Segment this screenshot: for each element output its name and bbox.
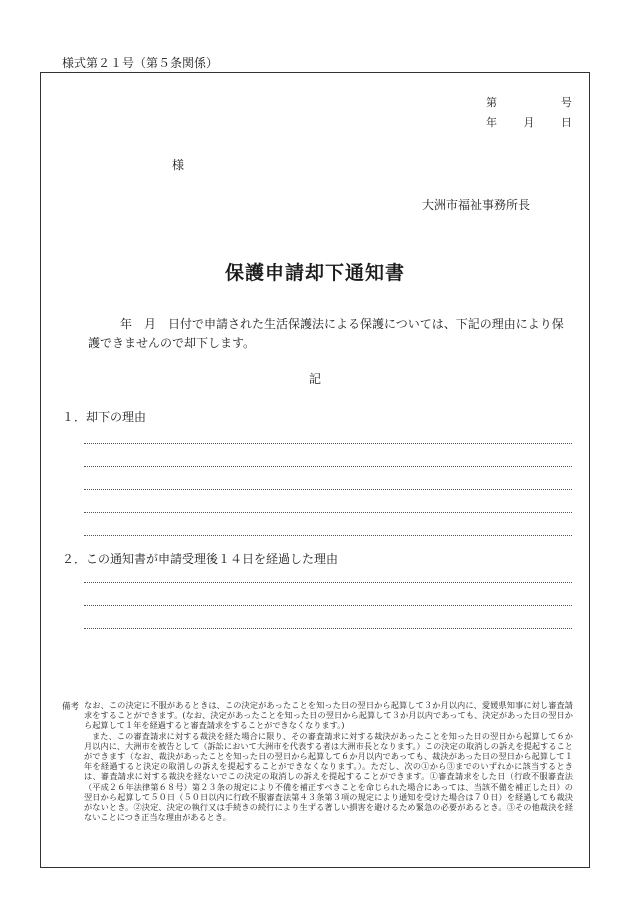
doc-number-prefix: 第: [486, 96, 497, 109]
notes-label: 備考: [62, 702, 80, 712]
addressee: 様: [172, 158, 185, 172]
section-delay-reason: ２．この通知書が申請受理後１４日を経過した理由: [62, 552, 339, 566]
issuer: 大洲市福祉事務所長: [422, 198, 531, 212]
form-number: 様式第２１号（第５条関係）: [62, 56, 219, 70]
reason-line-4: [84, 512, 572, 513]
reason-line-2: [84, 466, 572, 467]
reason-line-5: [84, 535, 572, 536]
reason-line-1: [84, 443, 572, 444]
doc-number-suffix: 号: [561, 96, 572, 109]
notes-paragraph-2: また、この審査請求に対する裁決を経た場合に限り、その審査請求に対する裁決があったことを知った日の翌日から起算して６か月以内に、大洲市を被告として（訴訟において大洲市を代表する者は大洲市長となります。）この決定の取消しの訴えを提起することができます（なお、裁決があったことを知った日の翌日から起算して６か月以内であっても、裁決があった日の翌日から起算して１年を経過すると決定の取消しの訴えを提起することができなくなります。）。ただし、次の①から③までのいずれかに該当するときは、審査請求に対する裁決を経ないでこの決定の取消しの訴えを提起することができます。①審査請求をした日（行政不服審査法（平成２６年法律第６８号）第２３条の規定により不備を補正すべきことを命じられた場合にあっては、当該不備を補正した日）の翌日から起算して５０日（５０日以内に行政不服審査法第４３条第３項の規定により通知を受けた場合は７０日）を経過しても裁決がないとき。②決定、決定の執行又は手続きの続行により生ずる著しい損害を避けるため緊急の必要があるとき。③その他裁決を経ないことにつき正当な理由があるとき。: [84, 730, 573, 823]
document-number: [486, 94, 572, 110]
delay-line-3: [84, 628, 572, 629]
delay-line-1: [84, 582, 572, 583]
document-date: [486, 114, 572, 130]
reason-line-3: [84, 489, 572, 490]
date-month: 月: [523, 116, 535, 129]
document-title: 保護申請却下通知書: [224, 262, 405, 284]
section-rejection-reason: １．却下の理由: [62, 410, 147, 424]
delay-line-2: [84, 605, 572, 606]
date-day: 日: [561, 116, 572, 129]
notes-paragraph-1: なお、この決定に不服があるときは、この決定があったことを知った日の翌日から起算して３か月以内に、愛媛県知事に対し審査請求をすることができます。(なお、決定があったことを知った日の翌日から起算して３か月以内であっても、決定があった日の翌日から起算して１年を経過すると審査請求をすることができなくなります。): [84, 700, 573, 731]
ki-heading: 記: [308, 372, 321, 386]
body-text: 年 月 日付で申請された生活保護法による保護については、下記の理由により保護できませんので却下します。: [88, 317, 564, 350]
notes-text: [84, 700, 573, 822]
date-year: 年: [486, 116, 497, 129]
